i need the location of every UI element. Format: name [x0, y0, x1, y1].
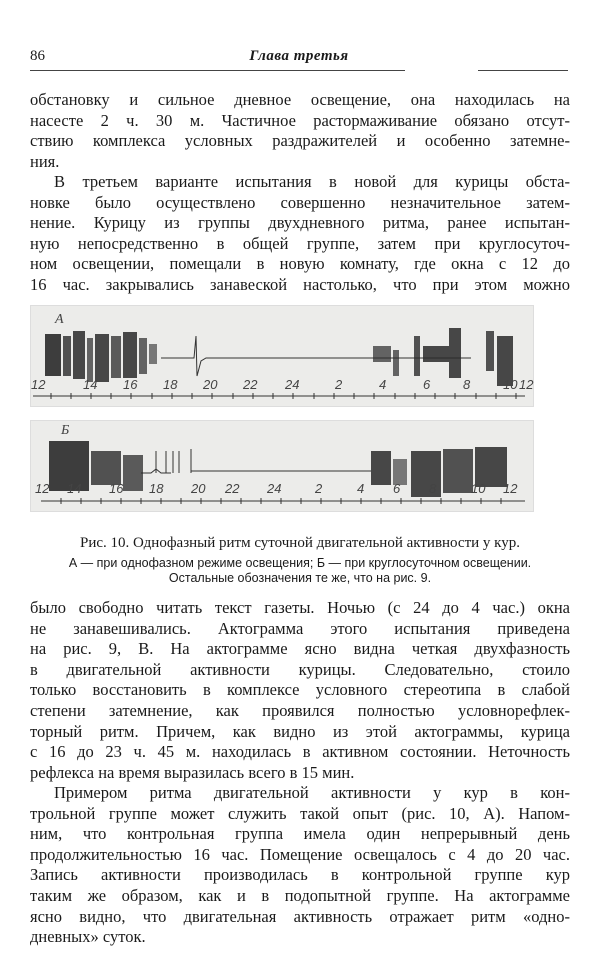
page-number: 86 — [30, 48, 45, 64]
tick-label: 2 — [335, 377, 343, 392]
text-line: нение. Курицу из группы двухдневного ритма, ранее испытан- — [30, 213, 570, 233]
paragraph-1 — [30, 90, 570, 172]
text-line: ном освещении, помещали в новую комнату, где окна с 12 до — [30, 254, 570, 274]
tick-label: 10 — [471, 481, 486, 496]
text-line: ния. — [30, 151, 60, 171]
tick-label: 16 — [109, 481, 124, 496]
text-line: насесте 2 ч. 30 м. Частичное растормаживание обязано отсут- — [30, 110, 570, 130]
tick-label: 4 — [379, 377, 387, 392]
tick-label: 10 — [503, 377, 518, 392]
tick-label: 6 — [423, 377, 431, 392]
tick-label: 24 — [267, 481, 282, 496]
tick-label: 20 — [203, 377, 218, 392]
tick-label: 12 — [31, 377, 46, 392]
tick-label: 12 — [503, 481, 518, 496]
tick-label: 22 — [243, 377, 258, 392]
text-line: ясно видно, что двигательная активность отражает ритм «одно- — [30, 906, 570, 926]
page-header — [30, 48, 568, 68]
text-line: продолжительностью 16 час. Помещение освещалось с 4 до 20 час. — [30, 844, 570, 864]
tick-label: 14 — [67, 481, 82, 496]
tick-label: 16 — [123, 377, 138, 392]
text-line: не занавешивались. Актограмма этого испытания приведена — [30, 618, 570, 638]
actogram-panel-a — [30, 305, 534, 407]
tick-label: 8 — [429, 481, 437, 496]
tick-label: 4 — [357, 481, 365, 496]
tick-label: 14 — [83, 377, 98, 392]
tick-label: 22 — [225, 481, 240, 496]
figure-caption-note: А — при однофазном режиме освещения; Б — при круглосуточном освещении. Остальные обозначения те же, что на рис. 9. — [68, 556, 532, 585]
text-line: обстановку и сильное дневное освещение, она находилась на — [30, 90, 570, 109]
text-line: дневных» суток. — [30, 927, 146, 947]
figure-caption: Рис. 10. Однофазный ритм суточной двигательной активности у кур. — [80, 535, 520, 551]
text-line: таким же образом, как и в подопытной группе. На актограмме — [30, 885, 570, 905]
text-line: новке было осуществлено совершенно незначительное затем- — [30, 192, 570, 212]
tick-label: 24 — [285, 377, 300, 392]
text-line: ствию комплекса условных раздражителей и особенно затемне- — [30, 131, 570, 151]
header-rule-short — [478, 70, 568, 71]
tick-label: 18 — [149, 481, 164, 496]
text-line: Запись активности производилась в контрольной группе кур — [30, 865, 570, 885]
paragraph-2 — [30, 172, 570, 296]
text-line: степени затемнение, как проявился полностью условнорефлек- — [30, 700, 570, 720]
text-line: на рис. 9, В. На актограмме ясно видна четкая двухфазность — [30, 639, 570, 659]
text-line: В третьем варианте испытания в новой для курицы обста- — [54, 172, 570, 191]
text-line: с 16 до 23 ч. 45 м. находилась в активном состоянии. Неточность — [30, 742, 570, 762]
panel-label-a: А — [55, 312, 64, 327]
text-line: трольной группе может служить такой опыт (рис. 10, А). Напом- — [30, 803, 570, 823]
text-line: только восстановить в комплексе условного стереотипа в слабой — [30, 680, 570, 700]
tick-label: 6 — [393, 481, 401, 496]
text-line: ную непосредственно в общей группе, затем при круглосуточ- — [30, 233, 570, 253]
text-line: торный ритм. Причем, как видно из этой актограммы, курица — [30, 721, 570, 741]
text-line: ним, что контрольная группа имела один непрерывный день — [30, 824, 570, 844]
text-line: Примером ритма двигательной активности у кур в кон- — [54, 783, 570, 802]
header-rule — [30, 70, 405, 71]
actogram-trace-a — [31, 306, 533, 406]
text-line: 16 час. закрывались занавеской настолько, что при этом можно — [30, 274, 570, 294]
text-line: рефлекса на время выразилась всего в 15 мин. — [30, 762, 355, 782]
tick-label: 12 — [35, 481, 50, 496]
figure-actogram — [30, 305, 570, 530]
tick-label: 18 — [163, 377, 178, 392]
tick-label: 2 — [315, 481, 323, 496]
tick-label: 8 — [463, 377, 471, 392]
actogram-trace-b — [31, 421, 533, 511]
paragraph-3 — [30, 598, 570, 783]
running-title: Глава третья — [249, 48, 349, 64]
actogram-panel-b — [30, 420, 534, 512]
text-line: было свободно читать текст газеты. Ночью (с 24 до 4 час.) окна — [30, 598, 570, 617]
tick-label: 20 — [191, 481, 206, 496]
paragraph-4 — [30, 783, 570, 948]
tick-label: 12 — [519, 377, 534, 392]
panel-label-b: Б — [61, 423, 70, 438]
text-line: в двигательной активности курицы. Следовательно, стоило — [30, 659, 570, 679]
